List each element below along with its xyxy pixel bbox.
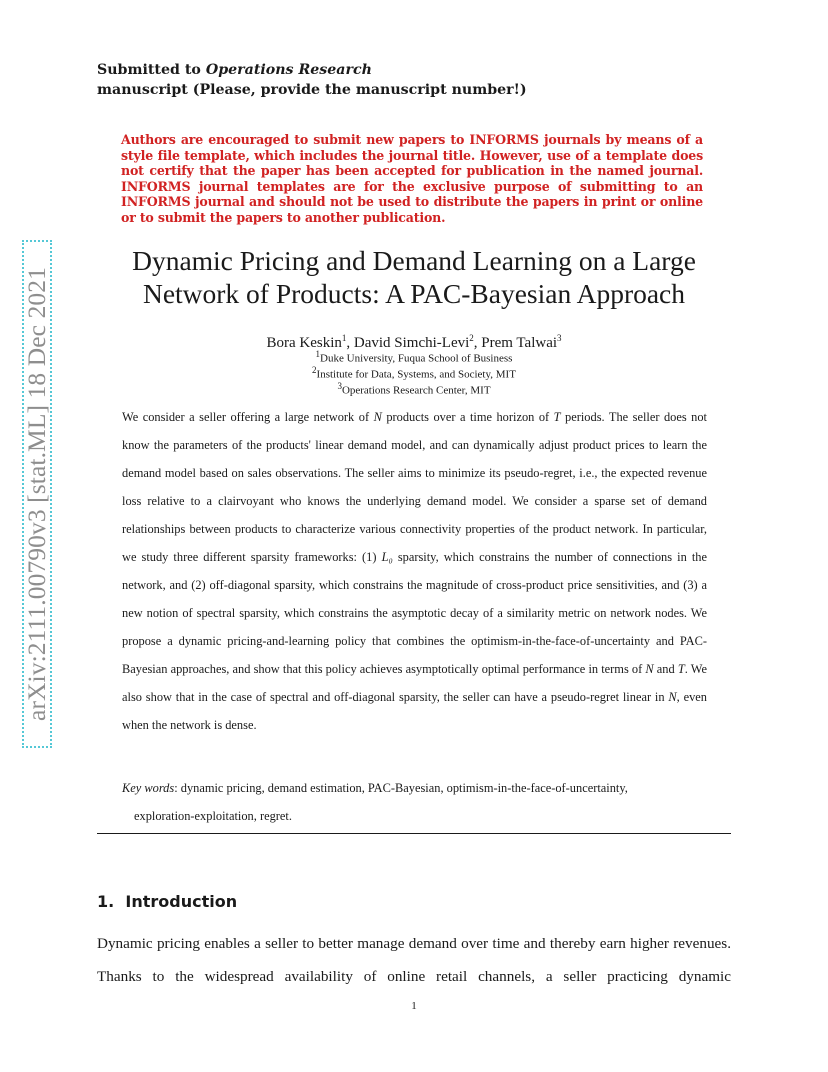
abstract-text: , even when the network is dense.: [122, 690, 707, 732]
intro-paragraph: Dynamic pricing enables a seller to better manage demand over time and thereby earn higher revenues. Thanks to the widespread availability of online retail channels, a seller practicing dynamic: [97, 935, 731, 985]
math-variable: N: [373, 410, 382, 424]
math-variable: T: [677, 662, 685, 676]
math-variable: N: [645, 662, 654, 676]
keywords-line-2: exploration-exploitation, regret.: [134, 809, 292, 823]
affiliation-mark: 3: [337, 381, 342, 392]
affiliation-text: Operations Research Center, MIT: [341, 384, 491, 397]
abstract-text: products over a time horizon of: [381, 410, 554, 424]
abstract-text: We consider a seller offering a large network of: [122, 410, 374, 424]
submission-line: [97, 60, 527, 80]
keywords: [122, 774, 707, 830]
author-mark: 3: [557, 333, 562, 343]
math-variable: T: [553, 410, 561, 424]
abstract-text: and: [653, 662, 678, 676]
affiliation: [0, 365, 828, 381]
title-line-1: Dynamic Pricing and Demand Learning on a Large: [132, 245, 696, 276]
paper-title: [0, 244, 828, 310]
author-list: Bora Keskin$^1$, David Simchi-Levi$^2$, Prem Talwai$^3$: [266, 333, 562, 351]
abstract-text: periods. The seller does not know the parameters of the products' linear demand model, and can dynamically adjust product prices to learn the demand model based on sales observations. The seller aims to minimize its pseudo-regret, i.e., the expected revenue loss relative to a clairvoyant who knows the underlying demand model. We consider a sparse set of demand relationships between products to characterize various connectivity properties of the product network. In particular, we study three different sparsity frameworks: (1): [122, 410, 707, 564]
affiliation: [0, 349, 828, 365]
abstract: [122, 403, 707, 739]
section-heading: [97, 892, 237, 911]
abstract-text: sparsity, which constrains the number of connections in the network, and (2) off-diagonal sparsity, which constrains the magnitude of cross-product price sensitivities, and (3) a new notion of spectral sparsity, which constrains the asymptotic decay of a similarity metric on network nodes. We propose a dynamic pricing-and-learning policy that combines the optimism-in-the-face-of-uncertainty and PAC-Bayesian approaches, and show that this policy achieves asymptotically optimal performance in terms of: [122, 550, 707, 676]
affiliation-list: [0, 349, 828, 397]
keywords-line-1: : dynamic pricing, demand estimation, PAC-Bayesian, optimism-in-the-face-of-uncertainty,: [174, 781, 628, 795]
manuscript-line: manuscript (Please, provide the manuscript number!): [97, 82, 527, 98]
keywords-label: Key words: [122, 781, 175, 795]
abstract-text: . We also show that in the case of spectral and off-diagonal sparsity, the seller can have a pseudo-regret linear in: [122, 662, 707, 704]
section-title: Introduction: [125, 892, 238, 911]
journal-header: [97, 60, 527, 100]
affiliation-mark: 1: [315, 349, 321, 359]
math-variable: L₀: [381, 550, 393, 564]
affiliation: [0, 381, 828, 397]
affiliation-text: Duke University, Fuqua School of Business: [320, 352, 513, 365]
section-divider: [97, 833, 731, 834]
author-name: Bora Keskin: [266, 335, 342, 351]
journal-name: Operations Research: [205, 62, 372, 78]
section-number: 1.: [97, 892, 115, 911]
affiliation-text: Institute for Data, Systems, and Society, MIT: [316, 368, 516, 381]
math-variable: N: [668, 690, 677, 704]
page-number: 1: [411, 1000, 417, 1012]
author-name: Prem Talwai: [481, 335, 558, 351]
author-mark: 1: [341, 333, 347, 343]
affiliation-mark: 2: [312, 365, 317, 376]
informs-notice: Authors are encouraged to submit new papers to INFORMS journals by means of a style file template, which includes the journal title. However, use of a template does not certify that the paper has been accepted for publication in the named journal. INFORMS journal templates are for the exclusive purpose of submitting to an INFORMS journal and should not be used to distribute the papers in print or online or to submit the papers to another publication.: [121, 132, 703, 225]
submitted-prefix: Submitted to: [97, 62, 206, 78]
title-line-2: Network of Products: A PAC-Bayesian Approach: [142, 278, 686, 309]
author-mark: 2: [469, 333, 474, 343]
arxiv-identifier: arXiv:2111.00790v3 [stat.ML] 18 Dec 2021: [22, 267, 51, 721]
author-name: David Simchi-Levi: [353, 335, 470, 351]
